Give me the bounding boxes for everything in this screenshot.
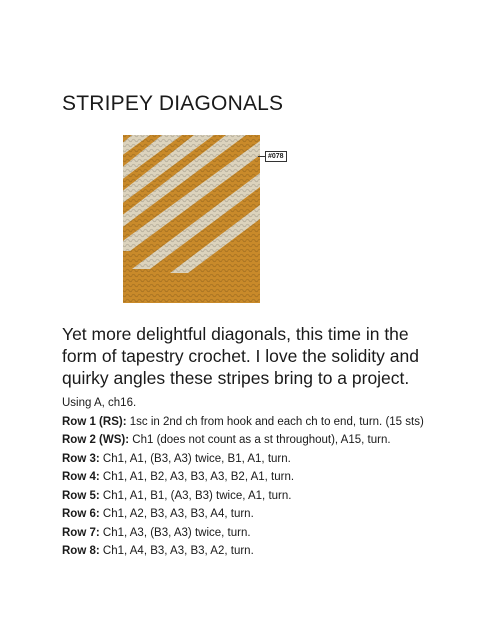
pattern-row — [62, 415, 452, 430]
row-label: Row 2 (WS): — [62, 434, 130, 446]
pattern-row — [62, 433, 452, 448]
pattern-instructions — [62, 396, 452, 563]
pattern-row — [62, 489, 452, 504]
pattern-row — [62, 544, 452, 559]
row-label: Row 1 (RS): — [62, 415, 127, 428]
crochet-swatch-photo — [120, 133, 263, 304]
row-text: 1sc in 2nd ch from hook and each ch to end, turn. (15 sts) — [126, 415, 424, 428]
pattern-start: Using A, ch16. — [62, 397, 137, 409]
row-text: Ch1, A3, (B3, A3) twice, turn. — [99, 526, 251, 539]
page-title: STRIPEY DIAGONALS — [62, 92, 284, 115]
pattern-row — [62, 507, 452, 522]
row-label: Row 3: — [62, 452, 100, 465]
pattern-row — [62, 526, 452, 541]
row-text: Ch1, A4, B3, A3, B3, A2, turn. — [99, 545, 254, 557]
swatch-illustration — [120, 133, 263, 304]
row-text: Ch1, A1, (B3, A3) twice, B1, A1, turn. — [99, 452, 291, 465]
row-label: Row 8: — [62, 545, 100, 557]
row-label: Row 6: — [62, 508, 100, 520]
pattern-row — [62, 470, 452, 485]
row-label: Row 7: — [62, 526, 100, 539]
row-text: Ch1, A2, B3, A3, B3, A4, turn. — [99, 508, 254, 520]
row-label: Row 5: — [62, 489, 100, 502]
intro-paragraph: Yet more delightful diagonals, this time in the form of tapestry crochet. I love the solidity and quirky angles these stripes bring to a project. — [62, 324, 419, 388]
swatch-number-tag: #078 — [265, 151, 287, 162]
row-text: Ch1 (does not count as a st throughout), A15, turn. — [129, 434, 391, 446]
row-text: Ch1, A1, B1, (A3, B3) twice, A1, turn. — [99, 489, 292, 502]
pattern-row — [62, 452, 452, 467]
row-label: Row 4: — [62, 471, 100, 483]
row-text: Ch1, A1, B2, A3, B3, A3, B2, A1, turn. — [99, 471, 295, 483]
